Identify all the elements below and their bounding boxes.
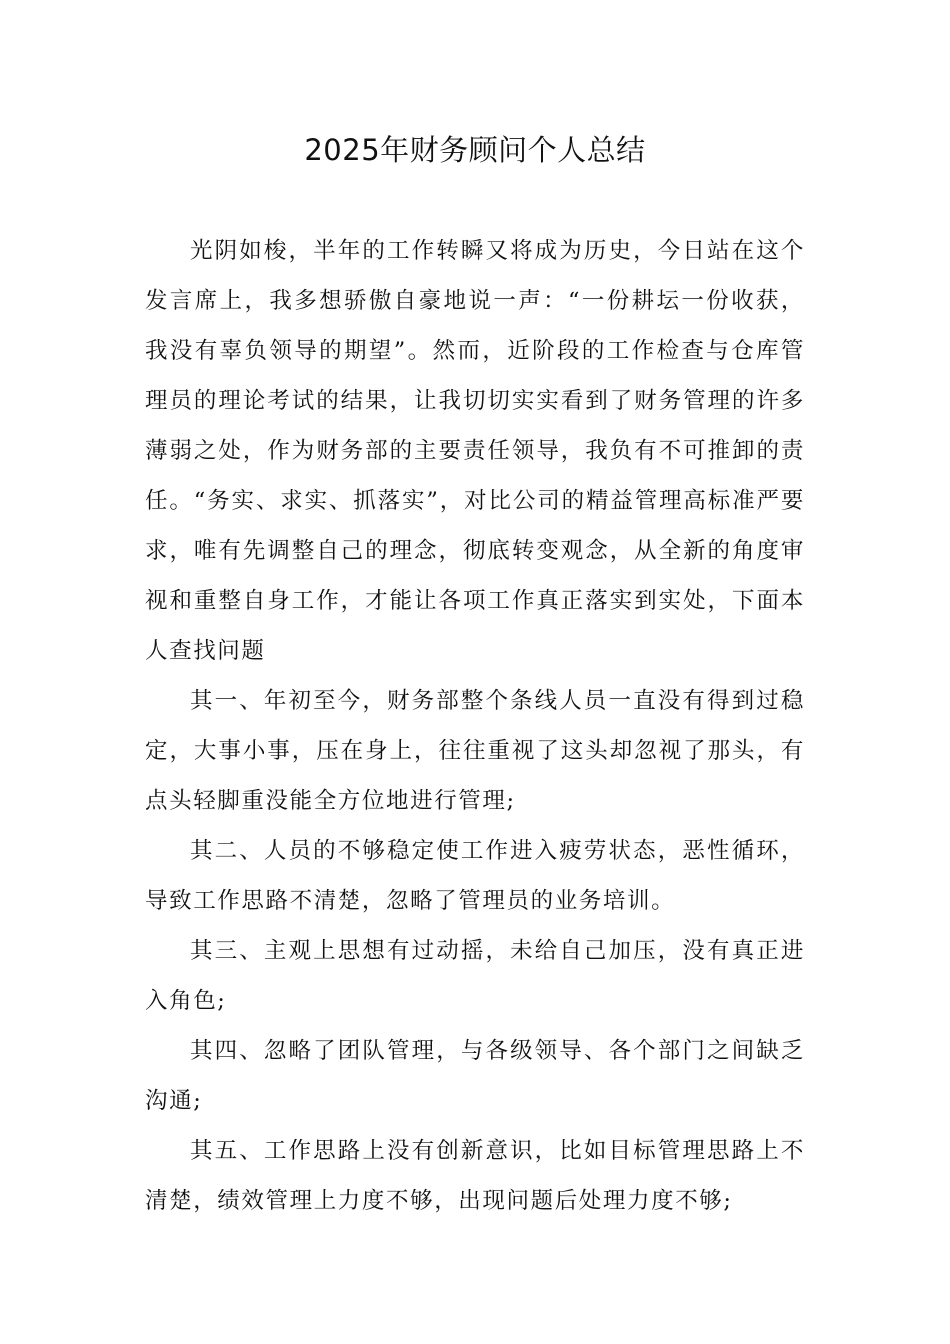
document-title: 2025年财务顾问个人总结 (304, 133, 646, 167)
paragraph-issue-2: 其二、人员的不够稳定使工作进入疲劳状态，恶性循环，导致工作思路不清楚，忽略了管理员的业务培训。 (145, 838, 805, 914)
paragraph-issue-4: 其四、忽略了团队管理，与各级领导、各个部门之间缺乏沟通; (145, 1038, 805, 1114)
paragraph-issue-3: 其三、主观上思想有过动摇，未给自己加压，没有真正进入角色; (145, 938, 805, 1014)
paragraph-intro: 光阴如梭，半年的工作转瞬又将成为历史，今日站在这个发言席上，我多想骄傲自豪地说一声：“一份耕坛一份收获，我没有辜负领导的期望”。然而，近阶段的工作检查与仓库管理员的理论考试的结果，让我切切实实看到了财务管理的许多薄弱之处，作为财务部的主要责任领导，我负有不可推卸的责任。“务实、求实、抓落实”，对比公司的精益管理高标准严要求，唯有先调整自己的理念，彻底转变观念，从全新的角度审视和重整自身工作，才能让各项工作真正落实到实处，下面本人查找问题 (145, 238, 805, 664)
paragraph-issue-1: 其一、年初至今，财务部整个条线人员一直没有得到过稳定，大事小事，压在身上，往往重视了这头却忽视了那头，有点头轻脚重没能全方位地进行管理; (145, 688, 805, 814)
document-body (145, 226, 805, 1226)
paragraph-issue-5: 其五、工作思路上没有创新意识，比如目标管理思路上不清楚，绩效管理上力度不够，出现问题后处理力度不够; (145, 1138, 805, 1214)
